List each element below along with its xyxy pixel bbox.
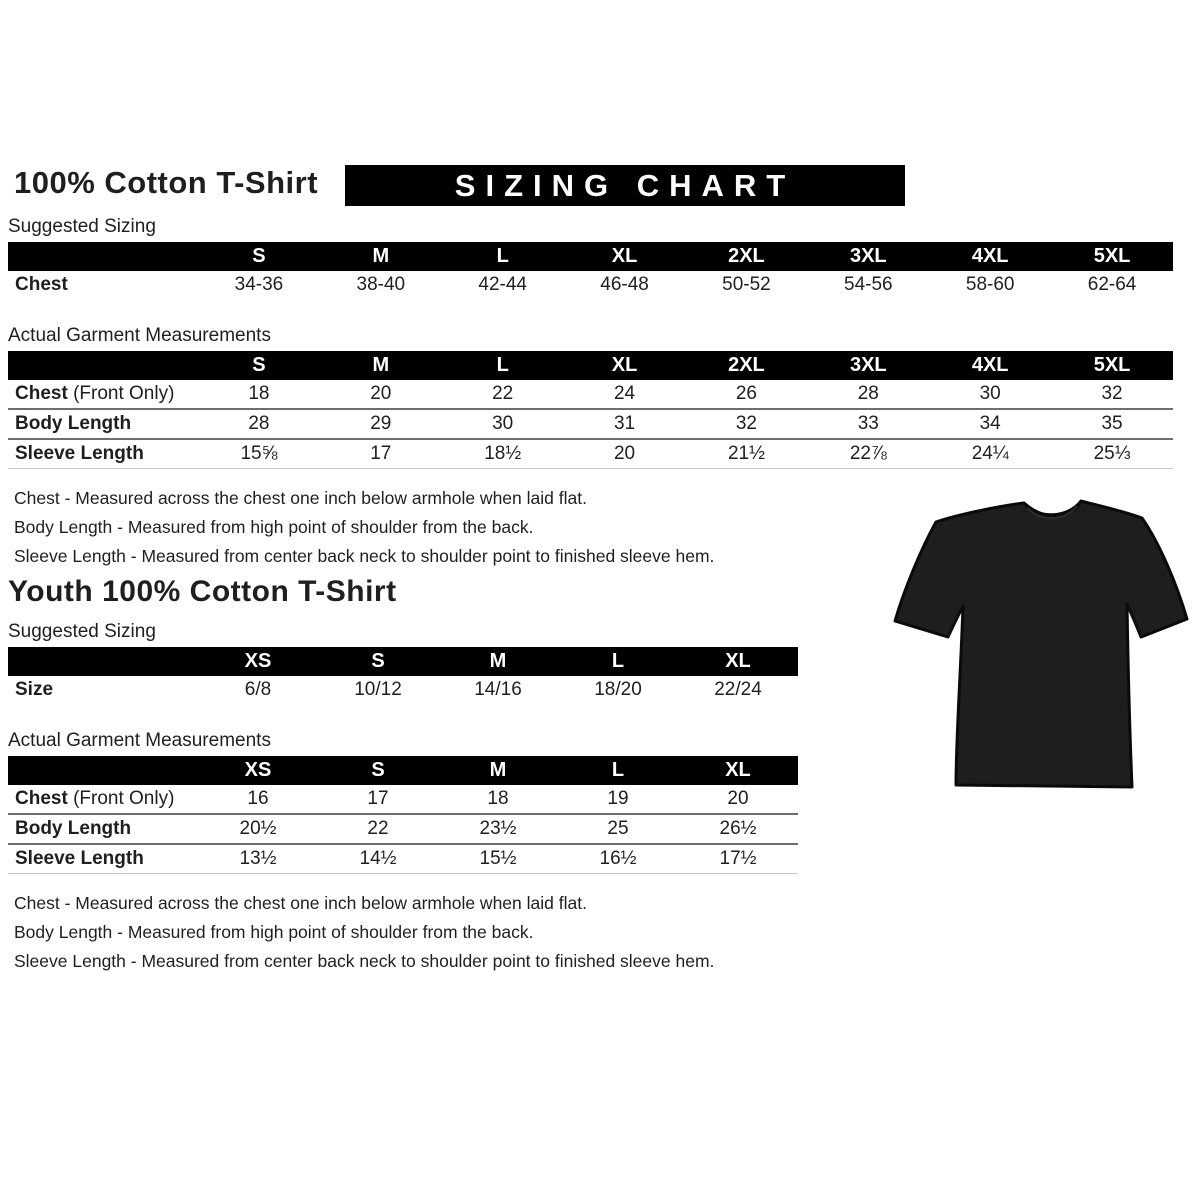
column-header: M [372,354,390,376]
cell-value: 14/16 [474,679,522,700]
youth-measurement-notes [8,889,1173,976]
column-header: XL [611,245,638,267]
column-header: S [371,650,385,672]
adult-suggested-sizing-label: Suggested Sizing [8,216,156,237]
column-header: S [252,354,266,376]
page-title: 100% Cotton T-Shirt [14,165,319,200]
row-label [8,818,198,840]
cell-value: 20 [370,383,392,404]
column-header: L [611,650,625,672]
cell-value: 19 [607,788,629,809]
cell-value: 54-56 [844,274,893,295]
cell-value: 29 [370,413,392,434]
row-label-text: Body Length [15,413,132,434]
cell-value: 10/12 [354,679,402,700]
table-row [8,845,798,874]
column-header: XS [244,650,272,672]
adult-measurements-table [8,351,1173,469]
cell-value: 28 [248,413,270,434]
row-label-text: Body Length [15,818,132,839]
column-header: 2XL [728,245,765,267]
cell-value: 32 [1101,383,1123,404]
cell-value: 20 [727,788,749,809]
cell-value: 46-48 [600,274,649,295]
cell-value: 30 [979,383,1001,404]
cell-value: 26 [735,383,757,404]
table-row [8,440,1173,469]
cell-value: 50-52 [722,274,771,295]
table-header-row [8,351,1173,380]
cell-value: 6/8 [244,679,272,700]
row-label-suffix: (Front Only) [67,788,175,809]
row-label-text: Size [15,679,54,700]
column-header: 4XL [971,245,1009,267]
column-header: L [496,245,509,267]
column-header: 3XL [849,354,887,376]
table-row [8,271,1173,299]
adult-actual-measurements-label: Actual Garment Measurements [8,325,271,346]
cell-value: 18 [248,383,270,404]
cell-value: 15½ [479,848,517,869]
column-header: 5XL [1093,245,1131,267]
cell-value: 24¼ [971,443,1009,464]
cell-value: 18 [487,788,509,809]
cell-value: 22 [367,818,389,839]
row-label-suffix: (Front Only) [67,383,175,404]
cell-value: 62-64 [1087,274,1137,295]
table-header-row [8,242,1173,271]
youth-suggested-sizing-label: Suggested Sizing [8,621,156,642]
cell-value: 16½ [599,848,637,869]
cell-value: 32 [735,413,757,434]
row-label [8,413,198,435]
youth-suggested-sizing-table [8,647,798,704]
youth-actual-measurements-label: Actual Garment Measurements [8,730,271,751]
cell-value: 30 [492,413,514,434]
sizing-chart-banner: SIZING CHART [345,165,905,206]
note-line: Chest - Measured across the chest one inch below armhole when laid flat. [14,893,587,913]
cell-value: 13½ [239,848,277,869]
cell-value: 17½ [719,848,757,869]
row-label-text: Sleeve Length [15,443,144,464]
note-line: Sleeve Length - Measured from center back neck to shoulder point to finished sleeve hem. [14,951,715,971]
column-header: S [252,245,266,267]
row-label-text: Sleeve Length [15,848,144,869]
cell-value: 35 [1101,413,1123,434]
cell-value: 23½ [479,818,517,839]
column-header: M [372,245,390,267]
cell-value: 25⅓ [1093,443,1131,464]
cell-value: 38-40 [356,274,406,295]
row-label [8,679,198,701]
table-header-row [8,756,798,785]
cell-value: 24 [613,383,636,404]
cell-value: 18/20 [594,679,642,700]
adult-suggested-sizing-table [8,242,1173,299]
column-header: XS [244,759,272,781]
cell-value: 20 [613,443,636,464]
note-line: Sleeve Length - Measured from center back neck to shoulder point to finished sleeve hem. [14,546,715,566]
column-header: 4XL [971,354,1009,376]
cell-value: 58-60 [965,274,1015,295]
row-label [8,443,198,465]
cell-value: 17 [367,788,389,809]
column-header: S [371,759,385,781]
row-label [8,788,198,810]
table-row [8,815,798,845]
note-line: Body Length - Measured from high point of shoulder from the back. [14,922,534,942]
cell-value: 14½ [359,848,397,869]
cell-value: 25 [607,818,629,839]
youth-section-title: Youth 100% Cotton T-Shirt [8,575,397,608]
column-header: 2XL [728,354,765,376]
youth-measurements-table [8,756,798,874]
column-header: L [496,354,509,376]
cell-value: 22 [492,383,514,404]
column-header: XL [725,759,751,781]
column-header: M [489,759,507,781]
tshirt-photo [888,486,1194,800]
cell-value: 18½ [484,443,522,464]
table-row [8,785,798,815]
column-header: XL [725,650,751,672]
row-label [8,848,198,870]
cell-value: 26½ [719,818,757,839]
page-header [8,0,1173,207]
cell-value: 17 [370,443,392,464]
row-label-text: Chest [15,274,68,295]
cell-value: 22/24 [714,679,762,700]
cell-value: 31 [613,413,636,434]
cell-value: 34 [979,413,1001,434]
column-header: L [611,759,625,781]
note-line: Chest - Measured across the chest one inch below armhole when laid flat. [14,488,587,508]
note-line: Body Length - Measured from high point of shoulder from the back. [14,517,534,537]
cell-value: 15⅝ [240,443,278,464]
cell-value: 33 [857,413,879,434]
table-header-row [8,647,798,676]
row-label-text: Chest [15,383,68,404]
cell-value: 20½ [239,818,277,839]
cell-value: 21½ [727,443,765,464]
cell-value: 42-44 [478,274,527,295]
column-header: XL [611,354,638,376]
table-row [8,676,798,704]
column-header: 5XL [1093,354,1131,376]
row-label [8,274,198,296]
black-tshirt-graphic [888,486,1194,800]
column-header: M [489,650,507,672]
column-header: 3XL [849,245,887,267]
table-row [8,380,1173,410]
cell-value: 28 [857,383,879,404]
cell-value: 16 [247,788,269,809]
cell-value: 22⅞ [849,443,887,464]
cell-value: 34-36 [234,274,284,295]
table-row [8,410,1173,440]
row-label-text: Chest [15,788,68,809]
row-label [8,383,198,405]
